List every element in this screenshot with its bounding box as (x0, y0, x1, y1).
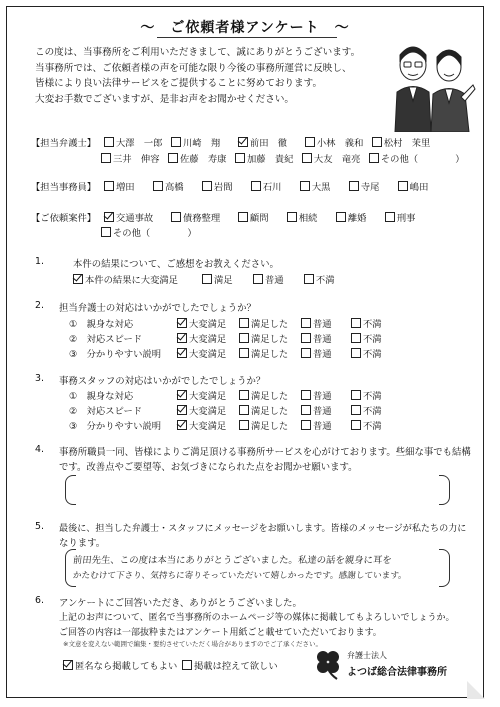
checkbox[interactable] (101, 153, 111, 163)
checkbox-checked[interactable] (177, 348, 187, 358)
staff-option[interactable]: 大黒 (300, 179, 340, 193)
q2-rating-option[interactable]: 満足した (239, 316, 288, 330)
q2-row-label: ① 親身な対応 (69, 319, 134, 330)
lawyer-option[interactable]: 松村 茉里 (372, 135, 430, 149)
checkbox[interactable] (372, 137, 382, 147)
checkbox[interactable] (351, 318, 361, 328)
checkbox-checked[interactable] (104, 212, 114, 222)
q6-line1: アンケートにご回答いただき、ありがとうございました。 (59, 598, 302, 609)
case-option[interactable]: 刑事 (385, 210, 425, 224)
staff-option[interactable]: 岩間 (202, 179, 242, 193)
checkbox[interactable] (171, 137, 181, 147)
checkbox[interactable] (251, 181, 261, 191)
survey-title: 〜 ご依頼者様アンケート 〜 (140, 20, 350, 36)
checkbox[interactable] (301, 390, 311, 400)
lawyers-illustration (385, 37, 477, 132)
case-option[interactable]: 相続 (287, 210, 327, 224)
checkbox[interactable] (202, 181, 212, 191)
checkbox[interactable] (349, 181, 359, 191)
q3-rating-option[interactable]: 普通 (301, 418, 332, 432)
q1-option[interactable]: 不満 (304, 272, 346, 286)
q6-option[interactable]: 匿名なら掲載してもよい (63, 658, 173, 672)
lawyer-option[interactable]: 大友 竜亮 (302, 151, 360, 165)
checkbox-checked[interactable] (177, 420, 187, 430)
q2-rating-option[interactable]: 大変満足 (177, 346, 226, 360)
q2-rating-option[interactable]: 満足した (239, 331, 288, 345)
q6-options (63, 658, 284, 672)
q3-rating-option[interactable]: 満足した (239, 388, 288, 402)
case-row-1 (31, 210, 431, 224)
q2-rating-option[interactable]: 不満 (351, 316, 382, 330)
q3-text: 事務スタッフの対応はいかがでしたでしょうか？ (59, 376, 266, 387)
q3-rating-option[interactable]: 不満 (351, 418, 382, 432)
lawyer-option[interactable]: 小林 義和 (305, 135, 363, 149)
q5-answer-bracket-right (439, 549, 450, 587)
firm-name: よつば総合法律事務所 (347, 667, 447, 678)
intro-text (35, 45, 365, 107)
q5-handwritten-line2: かたむけて下さり、気持ちに寄りそっていただいて嬉しかったです。感謝しています。 (72, 571, 408, 581)
q6-number: 6. (35, 595, 44, 606)
checkbox[interactable] (101, 227, 111, 237)
lawyers-row-2 (101, 151, 471, 165)
q2-row-label: ③ 分かりやすい説明 (69, 349, 162, 360)
staff-option[interactable]: 寺尾 (349, 179, 389, 193)
checkbox[interactable] (351, 420, 361, 430)
checkbox[interactable] (202, 274, 212, 284)
q6-option[interactable]: 掲載は控えて欲しい (182, 658, 278, 672)
q2-rating-option[interactable]: 満足した (239, 346, 288, 360)
case-option[interactable]: 顧問 (238, 210, 278, 224)
q2-rating-option[interactable]: 普通 (301, 316, 332, 330)
checkbox-checked[interactable] (73, 274, 83, 284)
title-underline (157, 37, 337, 38)
checkbox[interactable] (336, 212, 346, 222)
checkbox[interactable] (171, 212, 181, 222)
checkbox[interactable] (351, 333, 361, 343)
checkbox[interactable] (302, 153, 312, 163)
lawyer-option[interactable]: 前田 徹 (238, 135, 296, 149)
checkbox[interactable] (235, 153, 245, 163)
lawyer-option[interactable]: 大澤 一郎 (104, 135, 162, 149)
q4-text-line2: です。改善点やご要望等、お気づきになられた点をお聞かせ願います。 (59, 462, 358, 473)
checkbox[interactable] (104, 137, 114, 147)
checkbox-checked[interactable] (238, 137, 248, 147)
checkbox-checked[interactable] (177, 318, 187, 328)
case-option[interactable]: 交通事故 (104, 210, 162, 224)
checkbox-checked[interactable] (63, 660, 73, 670)
q2-rating-option[interactable]: 大変満足 (177, 331, 226, 345)
q3-rating-option[interactable]: 普通 (301, 388, 332, 402)
checkbox[interactable] (304, 274, 314, 284)
staff-option[interactable]: 高橋 (153, 179, 193, 193)
survey-sheet (6, 6, 484, 698)
q3-rating-option[interactable]: 満足した (239, 418, 288, 432)
q5-number: 5. (35, 521, 44, 532)
checkbox[interactable] (301, 405, 311, 415)
intro-line: 当事務所では、ご依頼者様の声を可能な限り今後の事務所運営に反映し、 (35, 62, 352, 74)
q3-row-label: ① 親身な対応 (69, 391, 134, 402)
q2-row-label: ② 対応スピード (69, 334, 143, 345)
q5-handwritten-line1: 前田先生、この度は本当にありがとうございました。私達の話を親身に耳を (72, 555, 393, 566)
q5-text-line1: 最後に、担当した弁護士・スタッフにメッセージをお願いします。皆様のメッセージが私たちの力に (59, 524, 467, 534)
checkbox[interactable] (239, 333, 249, 343)
case-option[interactable]: 債務整理 (171, 210, 229, 224)
q4-answer-area[interactable] (77, 477, 437, 501)
q4-number: 4. (35, 444, 44, 455)
checkbox[interactable] (238, 212, 248, 222)
page-fold-corner (467, 681, 485, 699)
q3-rating-option[interactable]: 不満 (351, 403, 382, 417)
checkbox[interactable] (239, 348, 249, 358)
checkbox[interactable] (239, 405, 249, 415)
staff-row (31, 179, 444, 193)
checkbox[interactable] (287, 212, 297, 222)
staff-option[interactable]: 増田 (104, 179, 144, 193)
q3-rating-option[interactable]: 大変満足 (177, 388, 226, 402)
q5-text-line2: なります。 (59, 538, 106, 549)
q4-answer-bracket-left (65, 475, 76, 505)
checkbox[interactable] (239, 318, 249, 328)
q3-rating-option[interactable]: 大変満足 (177, 403, 226, 417)
staff-option[interactable]: 石川 (251, 179, 291, 193)
staff-option[interactable]: 嶋田 (398, 179, 438, 193)
checkbox[interactable] (398, 181, 408, 191)
case-row-2 (101, 225, 203, 239)
checkbox[interactable] (385, 212, 395, 222)
q4-text-line1: 事務所職員一同、皆様によりご満足頂ける事務所サービスを心がけております。些細な事でも結構 (59, 447, 471, 458)
checkbox[interactable] (369, 153, 379, 163)
checkbox[interactable] (301, 333, 311, 343)
q3-rating-option[interactable]: 大変満足 (177, 418, 226, 432)
clover-logo-icon (313, 647, 343, 681)
checkbox-checked[interactable] (177, 405, 187, 415)
q3-rating-option[interactable]: 普通 (301, 403, 332, 417)
checkbox[interactable] (239, 390, 249, 400)
q1-option[interactable]: 満足 (202, 272, 244, 286)
checkbox[interactable] (300, 181, 310, 191)
case-option-other[interactable]: その他（ ） (101, 225, 197, 239)
lawyer-option-other[interactable]: その他（ ） (369, 151, 465, 165)
checkbox[interactable] (182, 660, 192, 670)
lawyer-option[interactable]: 川崎 翔 (171, 135, 229, 149)
q2-rating-option[interactable]: 普通 (301, 346, 332, 360)
checkbox[interactable] (301, 420, 311, 430)
q2-rating-option[interactable]: 大変満足 (177, 316, 226, 330)
q1-option[interactable]: 普通 (253, 272, 295, 286)
q1-option[interactable]: 本件の結果に大変満足 (73, 272, 193, 286)
q3-number: 3. (35, 373, 44, 384)
checkbox[interactable] (239, 420, 249, 430)
checkbox[interactable] (351, 348, 361, 358)
checkbox[interactable] (305, 137, 315, 147)
checkbox-checked[interactable] (177, 390, 187, 400)
q2-rating-option[interactable]: 不満 (351, 331, 382, 345)
checkbox[interactable] (301, 318, 311, 328)
lawyers-row-1 (31, 135, 436, 149)
q3-rating-option[interactable]: 満足した (239, 403, 288, 417)
q1-text: 本件の結果について、ご感想をお教えください。 (73, 259, 279, 270)
lawyers-label: 【担当弁護士】 (31, 138, 97, 149)
q2-rating-option[interactable]: 不満 (351, 346, 382, 360)
q1-options (73, 272, 352, 286)
q2-rating-option[interactable]: 普通 (301, 331, 332, 345)
checkbox[interactable] (351, 390, 361, 400)
q6-line3: ご回答の内容は一部抜粋またはアンケート用紙ごと載せていただいております。 (59, 628, 382, 638)
firm-type: 弁護士法人 (347, 651, 387, 660)
lawyer-option[interactable]: 加藤 貴紀 (235, 151, 293, 165)
checkbox[interactable] (168, 153, 178, 163)
q3-rating-option[interactable]: 不満 (351, 388, 382, 402)
lawyer-option[interactable]: 三井 伸容 (101, 151, 159, 165)
checkbox[interactable] (104, 181, 114, 191)
q2-text: 担当弁護士の対応はいかがでしたでしょうか？ (59, 303, 256, 314)
intro-line: 皆様により良い法律サービスをご提供することに努めております。 (35, 78, 323, 89)
q3-row-label: ② 対応スピード (69, 406, 143, 417)
q1-number: 1. (35, 256, 44, 267)
case-option[interactable]: 離婚 (336, 210, 376, 224)
checkbox[interactable] (253, 274, 263, 284)
q6-note: ※文意を変えない範囲で編集・要約させていただく場合がありますのでご了承ください。 (63, 640, 322, 648)
q2-number: 2. (35, 300, 44, 311)
checkbox[interactable] (301, 348, 311, 358)
lawyer-option[interactable]: 佐藤 寿康 (168, 151, 226, 165)
staff-label: 【担当事務員】 (31, 182, 97, 193)
q4-answer-bracket-right (439, 475, 450, 505)
case-label: 【ご依頼案件】 (31, 213, 97, 224)
intro-line: この度は、当事務所をご利用いただきまして、誠にありがとうございます。 (35, 47, 361, 58)
checkbox[interactable] (153, 181, 163, 191)
checkbox-checked[interactable] (177, 333, 187, 343)
q3-row-label: ③ 分かりやすい説明 (69, 421, 162, 432)
intro-line: 大変お手数でございますが、是非お声をお聞かせください。 (35, 93, 295, 105)
checkbox[interactable] (351, 405, 361, 415)
q6-line2: 上記のお声について、匿名で当事務所のホームページ等の媒体に掲載してもよろしいでしょうか。 (59, 613, 455, 623)
